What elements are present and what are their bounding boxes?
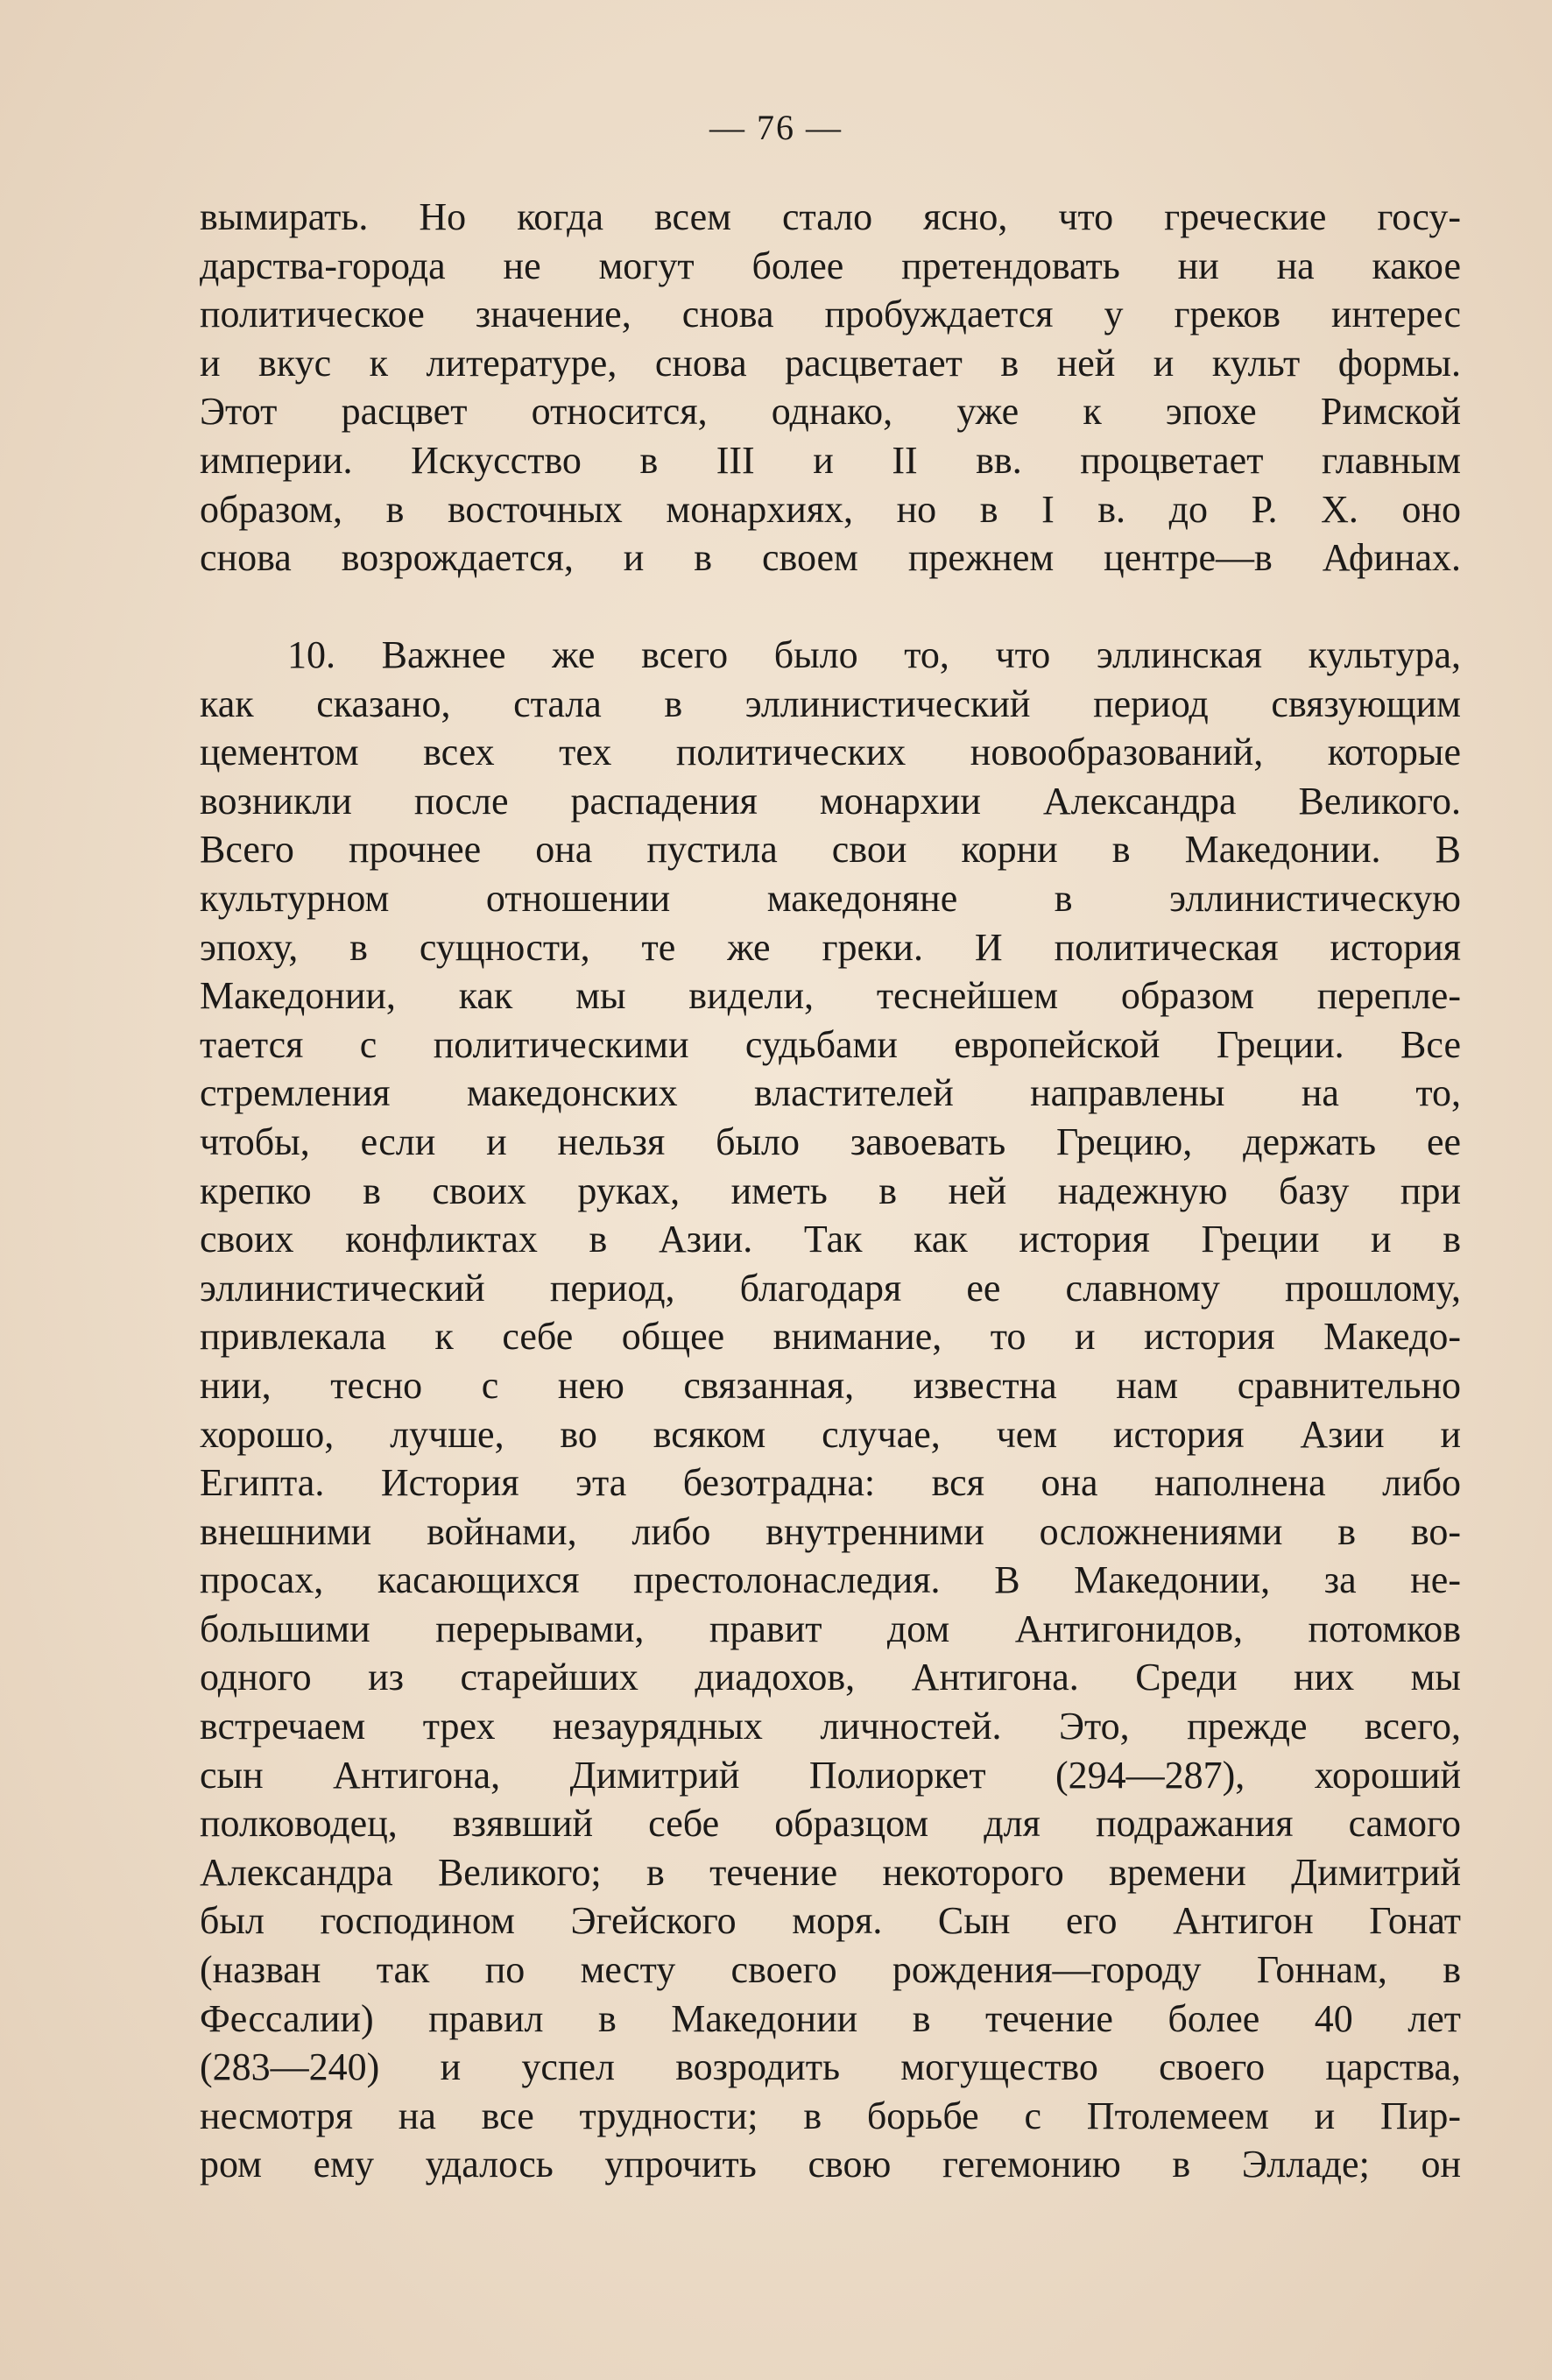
text-line: снова возрождается, и в своем прежнем центре—в Афинах. (200, 536, 1461, 580)
text-line: империи. Искусство в III и II вв. процветает главным (200, 438, 1461, 482)
text-line: культурном отношении македоняне в эллинистическую (200, 876, 1461, 920)
text-line: эллинистический период, благодаря ее славному прошлому, (200, 1266, 1461, 1310)
page-number: — 76 — (709, 108, 843, 147)
text-line: был господином Эгейского моря. Сын его Антигон Гонат (200, 1899, 1461, 1943)
paragraph-2 (200, 631, 1461, 2189)
text-line: стремления македонских властителей направлены на то, (200, 1071, 1461, 1115)
text-line: внешними войнами, либо внутренними осложнениями в во- (200, 1509, 1461, 1553)
text-line: крепко в своих руках, иметь в ней надежную базу при (200, 1169, 1461, 1212)
text-line: Египта. История эта безотрадна: вся она наполнена либо (200, 1461, 1461, 1505)
text-line: тается с политическими судьбами европейской Греции. Все (200, 1022, 1461, 1066)
text-line: (283—240) и успел возродить могущество своего царства, (200, 2045, 1461, 2089)
text-line: (назван так по месту своего рождения—городу Гоннам, в (200, 1948, 1461, 1992)
text-line: Александра Великого; в течение некоторого времени Димитрий (200, 1850, 1461, 1894)
text-line: большими перерывами, правит дом Антигонидов, потомков (200, 1607, 1461, 1650)
text-line: цементом всех тех политических новообразований, которые (200, 731, 1461, 774)
text-line: чтобы, если и нельзя было завоевать Грецию, держать ее (200, 1119, 1461, 1163)
text-line: ром ему удалось упрочить свою гегемонию в Элладе; он (200, 2143, 1461, 2186)
text-line: дарства-города не могут более претендовать ни на какое (200, 244, 1461, 287)
text-line: встречаем трех незаурядных личностей. Это, прежде всего, (200, 1705, 1461, 1748)
text-line: одного из старейших диадохов, Антигона. Среди них мы (200, 1656, 1461, 1699)
text-line: хорошо, лучше, во всяком случае, чем история Азии и (200, 1412, 1461, 1456)
text-line: Фессалии) правил в Македонии в течение более 40 лет (200, 1996, 1461, 2040)
text-line: нии, тесно с нею связанная, известна нам сравнительно (200, 1363, 1461, 1407)
text-line: и вкус к литературе, снова расцветает в ней и культ формы. (200, 341, 1461, 385)
text-line: Всего прочнее она пустила свои корни в Македонии. В (200, 828, 1461, 872)
text-line: политическое значение, снова пробуждается у греков интерес (200, 293, 1461, 336)
text-line: Македонии, как мы видели, теснейшем образом перепле- (200, 974, 1461, 1018)
text-line: возникли после распадения монархии Александра Великого. (200, 779, 1461, 823)
text-line: сын Антигона, Димитрий Полиоркет (294—287), хороший (200, 1753, 1461, 1797)
text-line: полководец, взявший себе образцом для подражания самого (200, 1802, 1461, 1846)
text-line: просах, касающихся престолонаследия. В Македонии, за не- (200, 1558, 1461, 1602)
text-line: несмотря на все трудности; в борьбе с Птолемеем и Пир- (200, 2094, 1461, 2137)
text-line: образом, в восточных монархиях, но в I в. до Р. Х. оно (200, 487, 1461, 531)
text-line: как сказано, стала в эллинистический период связующим (200, 682, 1461, 725)
text-line: 10. Важнее же всего было то, что эллинская культура, (287, 633, 1461, 676)
text-line: эпоху, в сущности, те же греки. И политическая история (200, 925, 1461, 969)
text-line: Этот расцвет относится, однако, уже к эпохе Римской (200, 390, 1461, 434)
text-line: своих конфликтах в Азии. Так как история Греции и в (200, 1218, 1461, 1261)
text-line: привлекала к себе общее внимание, то и история Македо- (200, 1315, 1461, 1359)
paragraph-1 (200, 193, 1461, 583)
text-line: вымирать. Но когда всем стало ясно, что греческие госу- (200, 195, 1461, 238)
